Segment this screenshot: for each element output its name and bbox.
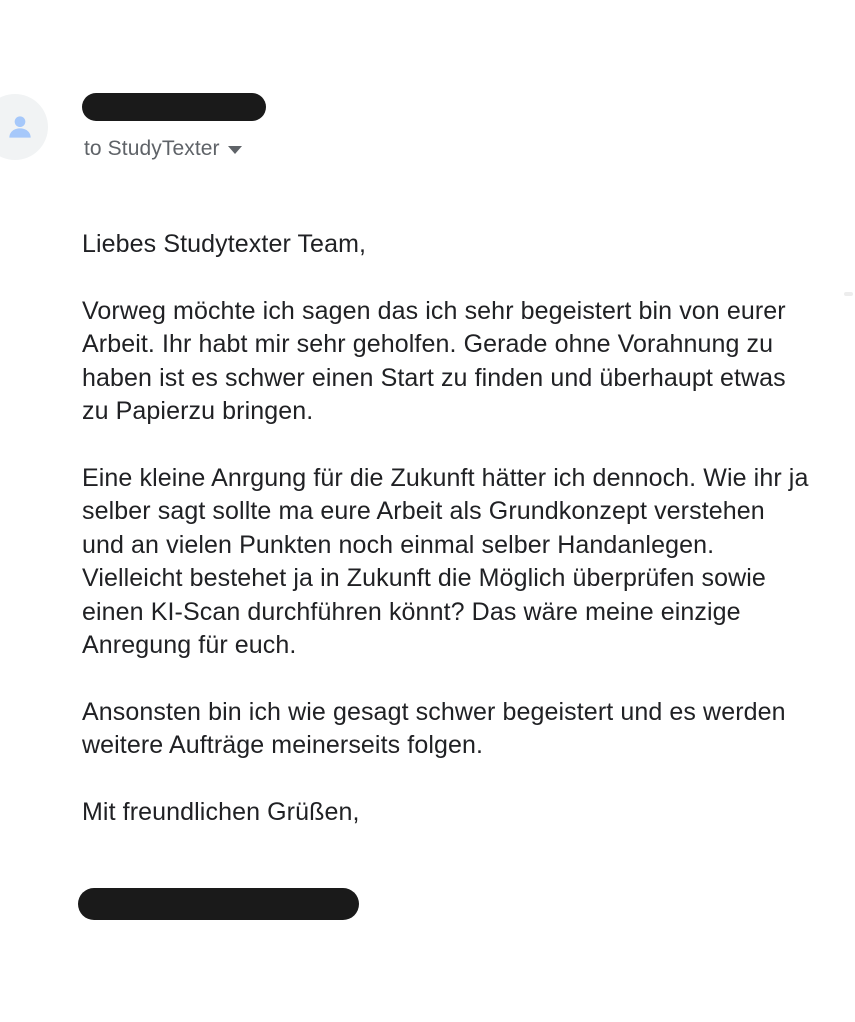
signature-name-redacted — [78, 888, 359, 920]
recipient-label: to StudyTexter — [84, 137, 220, 160]
sender-name-redacted — [82, 93, 266, 121]
email-body — [82, 228, 816, 829]
chevron-down-icon[interactable] — [228, 146, 242, 154]
scroll-indicator[interactable] — [844, 292, 853, 296]
email-header — [0, 88, 855, 188]
person-avatar-icon — [0, 111, 36, 143]
email-paragraph-greeting: Liebes Studytexter Team, — [82, 230, 367, 258]
email-paragraph-3: Ansonsten bin ich wie gesagt schwer begeistert und es werden weitere Aufträge meinerseits folgen. — [82, 697, 793, 759]
recipient-line[interactable] — [84, 138, 242, 159]
avatar[interactable] — [0, 94, 48, 160]
email-paragraph-2: Eine kleine Anrgung für die Zukunft hätter ich dennoch. Wie ihr ja selber sagt sollte ma eure Arbeit als Grundkonzept verstehen und an vielen Punkten noch einmal selber Handanlegen. Vielleicht bestehet ja in Zukunft die Möglich überprüfen sowie einen KI-Scan durchführen könnt? Das wäre meine einzige Anregung für euch. — [82, 463, 816, 659]
email-paragraph-closing: Mit freundlichen Grüßen, — [82, 797, 360, 826]
email-paragraph-1: Vorweg möchte ich sagen das ich sehr begeistert bin von eurer Arbeit. Ihr habt mir sehr geholfen. Gerade ohne Vorahnung zu haben ist es schwer einen Start zu finden und überhaupt etwas zu Papierzu bringen. — [82, 296, 793, 425]
